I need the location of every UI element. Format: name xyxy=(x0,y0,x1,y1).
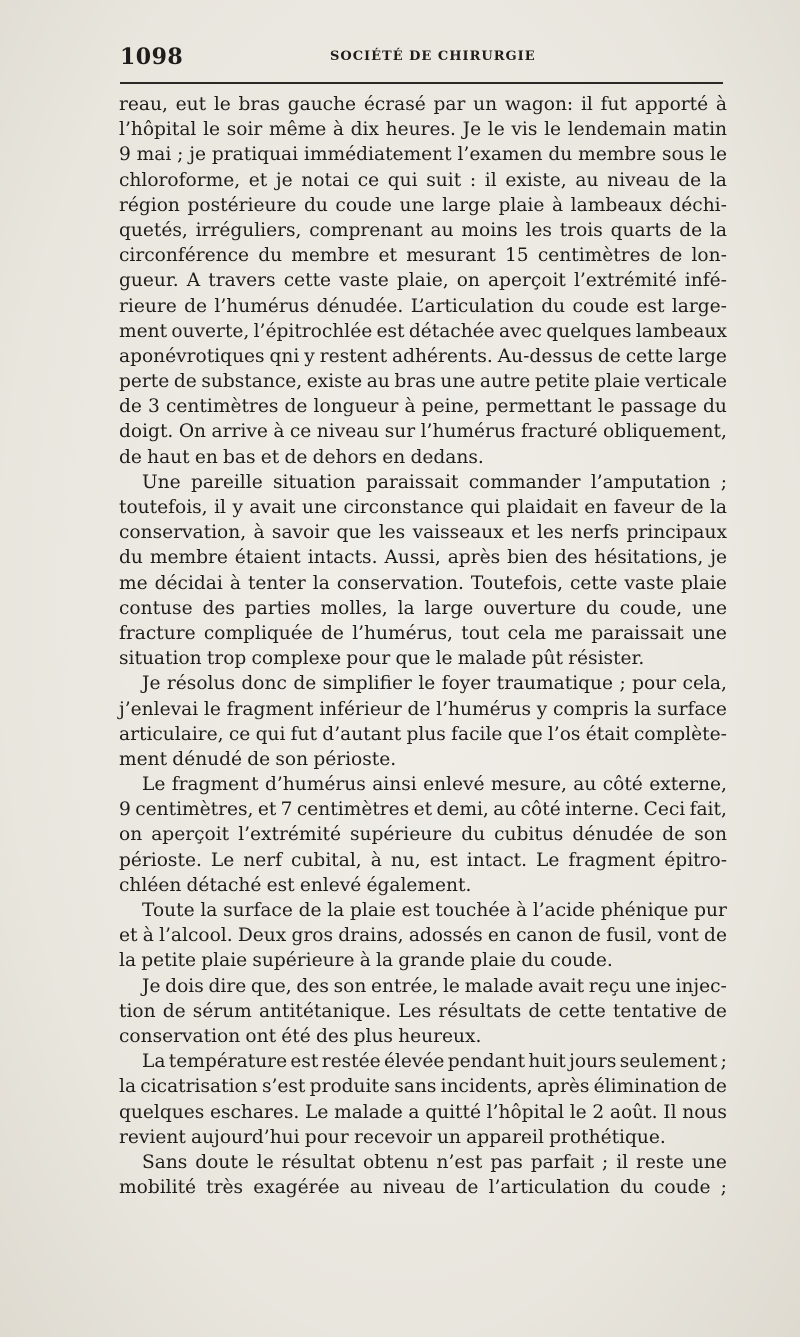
text-line: Je dois dire que, des son entrée, le malade avait reçu une injec- xyxy=(142,975,727,997)
text-line: de haut en bas et de dehors en dedans. xyxy=(119,446,484,468)
text-line: contuse des parties molles, la large ouverture du coude, une xyxy=(119,597,727,619)
text-line: et à l’alcool. Deux gros drains, adossés en canon de fusil, vont de xyxy=(119,925,727,947)
body-text xyxy=(119,92,727,1200)
text-line: l’hôpital le soir même à dix heures. Je le vis le lendemain matin xyxy=(119,119,727,141)
text-line: ment ouverte, l’épitrochlée est détachée avec quelques lambeaux xyxy=(119,320,727,342)
text-line: mobilité très exagérée au niveau de l’articulation du coude ; xyxy=(119,1177,727,1199)
text-line: la petite plaie supérieure à la grande plaie du coude. xyxy=(119,950,613,972)
text-line: Toute la surface de la plaie est touchée à l’acide phénique pur xyxy=(142,900,727,921)
text-line: circonférence du membre et mesurant 15 centimètres de lon- xyxy=(119,245,727,267)
text-line: chléen détaché est enlevé également. xyxy=(119,874,472,896)
text-line: chloroforme, et je notai ce qui suit : il existe, au niveau de la xyxy=(119,169,727,191)
text-line: 9 centimètres, et 7 centimètres et demi, au côté interne. Ceci fait, xyxy=(119,799,727,821)
text-line: Je résolus donc de simplifier le foyer traumatique ; pour cela, xyxy=(142,673,727,695)
text-line: ment dénudé de son périoste. xyxy=(119,748,397,770)
text-line: La température est restée élevée pendant huit jours seulement ; xyxy=(142,1051,727,1073)
running-title: SOCIÉTÉ DE CHIRURGIE xyxy=(330,49,536,64)
text-line: Sans doute le résultat obtenu n’est pas parfait ; il reste une xyxy=(142,1151,727,1173)
text-line: conservation ont été des plus heureux. xyxy=(119,1025,482,1047)
text-line: fracture compliquée de l’humérus, tout cela me paraissait une xyxy=(119,622,727,644)
text-line: du membre étaient intacts. Aussi, après bien des hésitations, je xyxy=(119,547,727,569)
page-number: 1098 xyxy=(120,44,184,70)
text-line: quelques eschares. Le malade a quitté l’hôpital le 2 août. Il nous xyxy=(119,1101,727,1123)
text-line: périoste. Le nerf cubital, à nu, est intact. Le fragment épitro- xyxy=(119,849,727,871)
text-line: reau, eut le bras gauche écrasé par un wagon: il fut apporté à xyxy=(119,94,727,115)
text-line: me décidai à tenter la conservation. Toutefois, cette vaste plaie xyxy=(119,572,727,594)
text-line: aponévrotiques qni y restent adhérents. Au-dessus de cette large xyxy=(119,345,727,367)
text-line: toutefois, il y avait une circonstance qui plaidait en faveur de la xyxy=(119,497,727,518)
page-header xyxy=(120,38,724,74)
text-line: 9 mai ; je pratiquai immédiatement l’examen du membre sous le xyxy=(119,144,727,166)
header-rule xyxy=(120,82,723,84)
text-line: région postérieure du coude une large plaie à lambeaux déchi- xyxy=(119,194,727,216)
text-line: Le fragment d’humérus ainsi enlevé mesure, au côté externe, xyxy=(142,774,727,796)
text-line: rieure de l’humérus dénudée. L’articulation du coude est large- xyxy=(119,295,727,317)
text-line: Une pareille situation paraissait commander l’amputation ; xyxy=(142,471,727,493)
text-line: perte de substance, existe au bras une autre petite plaie verticale xyxy=(119,371,727,393)
text-line: conservation, à savoir que les vaisseaux et les nerfs principaux xyxy=(119,522,727,544)
text-line: on aperçoit l’extrémité supérieure du cubitus dénudée de son xyxy=(119,824,727,846)
text-line: doigt. On arrive à ce niveau sur l’humérus fracturé obliquement, xyxy=(119,421,727,443)
text-line: tion de sérum antitétanique. Les résultats de cette tentative de xyxy=(119,1000,727,1022)
text-line: quetés, irréguliers, comprenant au moins les trois quarts de la xyxy=(119,219,727,241)
text-line: revient aujourd’hui pour recevoir un appareil prothétique. xyxy=(119,1126,666,1148)
text-line: situation trop complexe pour que le malade pût résister. xyxy=(119,648,645,670)
text-line: articulaire, ce qui fut d’autant plus facile que l’os était complète- xyxy=(119,723,727,745)
text-line: gueur. A travers cette vaste plaie, on aperçoit l’extrémité infé- xyxy=(119,270,727,292)
text-line: j’enlevai le fragment inférieur de l’humérus y compris la surface xyxy=(119,698,727,720)
text-line: la cicatrisation s’est produite sans incidents, après élimination de xyxy=(119,1076,727,1098)
text-line: de 3 centimètres de longueur à peine, permettant le passage du xyxy=(119,396,727,418)
